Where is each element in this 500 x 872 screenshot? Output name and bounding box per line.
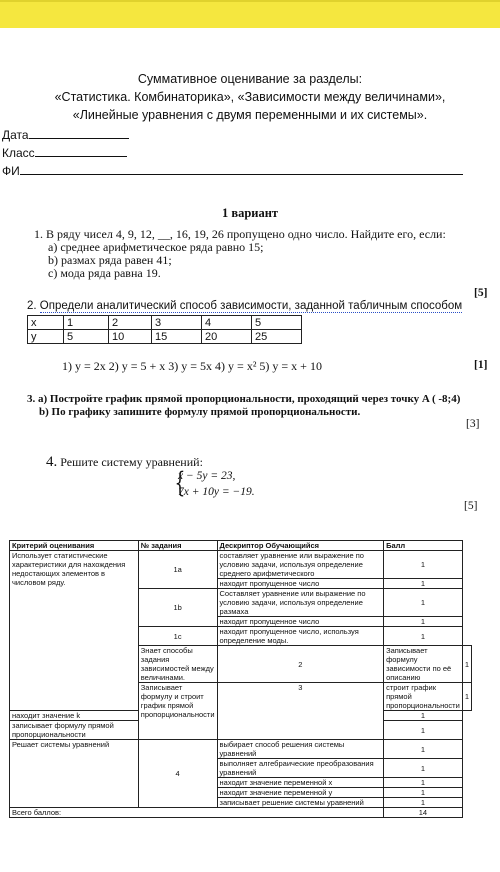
class-label: Класс [2, 146, 35, 160]
task-3-mark: [3] [466, 418, 480, 430]
task-number: 4 [138, 740, 217, 808]
score: 1 [384, 579, 463, 589]
task-1-text: 1. В ряду чисел 4, 9, 12, __, 16, 19, 26 пропущено одно число. Найдите его, если: [34, 227, 446, 241]
grading-header-row [10, 541, 472, 551]
class-field[interactable] [2, 145, 127, 160]
task-number: 2 [217, 646, 384, 683]
score: 1 [462, 646, 471, 683]
criterion-dependencies [138, 646, 217, 683]
score: 1 [384, 778, 463, 788]
score: 1 [384, 627, 463, 646]
x-cell: x [28, 316, 64, 330]
class-line [35, 145, 127, 157]
variant-title: 1 вариант [221, 206, 279, 220]
task-3 [27, 393, 460, 419]
task-2-text: Определи аналитический способ зависимости, заданной табличным способом [39, 300, 463, 312]
equation-1: x − 5y = 23, [178, 470, 236, 482]
task-number: 1a [138, 551, 217, 589]
score: 1 [384, 551, 463, 579]
date-field[interactable] [2, 127, 129, 142]
task-1-a: a) среднее арифметическое ряда равно 15; [48, 240, 264, 254]
date-label: Дата [2, 128, 29, 142]
y-cell: y [28, 330, 64, 344]
task-3-b: b) По графику запишите формулу прямой пропорциональности. [39, 406, 361, 418]
y-cell: 25 [252, 330, 302, 344]
x-cell: 1 [64, 316, 109, 330]
name-label: ФИ [2, 164, 20, 178]
x-cell: 3 [152, 316, 202, 330]
doc-title-line-2: «Статистика. Комбинаторика», «Зависимости между величинами», [54, 90, 446, 104]
total-row [10, 808, 472, 818]
score: 1 [384, 617, 463, 627]
descriptor: находит значение переменной x [217, 778, 384, 788]
y-cell: 10 [109, 330, 152, 344]
task-1-b: b) размах ряда равен 41; [48, 253, 172, 267]
equation-2: 7x + 10y = −19. [178, 486, 255, 498]
x-row [28, 316, 302, 330]
task-2-mark: [1] [474, 359, 488, 371]
score: 1 [384, 798, 463, 808]
col-score: Балл [384, 541, 463, 551]
system-brace: { [174, 466, 186, 499]
descriptor: находит значение k [10, 711, 139, 721]
descriptor: находит пропущенное число [217, 579, 384, 589]
task-1-mark: [5] [474, 287, 488, 299]
descriptor: записывает решение системы уравнений [217, 798, 384, 808]
total-label: Всего баллов: [10, 808, 384, 818]
x-cell: 5 [252, 316, 302, 330]
banner-shade [0, 0, 500, 2]
descriptor: Записывает формулу зависимости по её описанию [384, 646, 463, 683]
task-2-options: 1) y = 2x 2) y = 5 + x 3) y = 5x 4) y = x² 5) y = x + 10 [62, 359, 322, 373]
x-cell: 4 [202, 316, 252, 330]
score: 1 [384, 589, 463, 617]
descriptor: находит значение переменной y [217, 788, 384, 798]
criterion-dependencies-text: Знает способы задания зависимостей между величинами. [140, 646, 214, 682]
col-task-number: № задания [138, 541, 217, 551]
table-row [10, 740, 472, 759]
doc-title-line-1: Суммативное оценивание за разделы: [137, 72, 363, 86]
descriptor: выполняет алгебраические преобразования уравнений [217, 759, 384, 778]
score: 1 [384, 740, 463, 759]
name-line [20, 163, 463, 175]
y-cell: 15 [152, 330, 202, 344]
descriptor: находит пропущенное число [217, 617, 384, 627]
grading-table [9, 540, 472, 818]
task-4-text: Решите систему уравнений: [60, 455, 203, 469]
task-4-mark: [5] [464, 500, 478, 512]
task-1-c: c) мода ряда равна 19. [48, 266, 161, 280]
task-number: 3 [217, 683, 384, 740]
descriptor: выбирает способ решения системы уравнений [217, 740, 384, 759]
task-2 [27, 300, 462, 312]
score: 1 [462, 683, 471, 711]
equation-system [178, 468, 255, 500]
descriptor: записывает формулу прямой пропорциональности [10, 721, 139, 740]
date-line [29, 127, 129, 139]
criterion-proportionality: Записывает формулу и строит график прямой пропорциональности [138, 683, 217, 740]
x-cell: 2 [109, 316, 152, 330]
descriptor: составляет уравнение или выражение по условию задачи, используя определение среднего арифметического [217, 551, 384, 579]
name-field[interactable] [2, 163, 463, 178]
total-value: 14 [384, 808, 463, 818]
col-descriptor: Дескриптор Обучающийся [217, 541, 384, 551]
y-row [28, 330, 302, 344]
col-criterion: Критерий оценивания [10, 541, 139, 551]
y-cell: 20 [202, 330, 252, 344]
score: 1 [384, 721, 463, 740]
table-row [10, 551, 472, 579]
task-number: 1b [138, 589, 217, 627]
task-4-num: 4. [46, 454, 58, 470]
task-number: 1c [138, 627, 217, 646]
y-cell: 5 [64, 330, 109, 344]
score: 1 [384, 759, 463, 778]
task-1 [34, 228, 446, 280]
task-3-a: 3. a) Постройте график прямой пропорциональности, проходящий через точку A ( -8;4) [27, 393, 461, 405]
doc-title-line-3: «Линейные уравнения с двумя переменными и их системы». [72, 108, 428, 122]
descriptor: строит график прямой пропорциональности [384, 683, 463, 711]
xy-table [27, 315, 302, 344]
descriptor: находит пропущенное число, используя определение моды. [217, 627, 384, 646]
score: 1 [384, 711, 463, 721]
task-2-num: 2. [27, 300, 37, 312]
score: 1 [384, 788, 463, 798]
criterion-systems: Решает системы уравнений [10, 740, 139, 808]
criterion-statistics: Использует статистические характеристики для нахождения недостающих элементов в числовом ряду. [10, 551, 139, 711]
descriptor: Составляет уравнение или выражение по условию задачи, используя определение размаха [217, 589, 384, 617]
top-banner [0, 0, 500, 28]
